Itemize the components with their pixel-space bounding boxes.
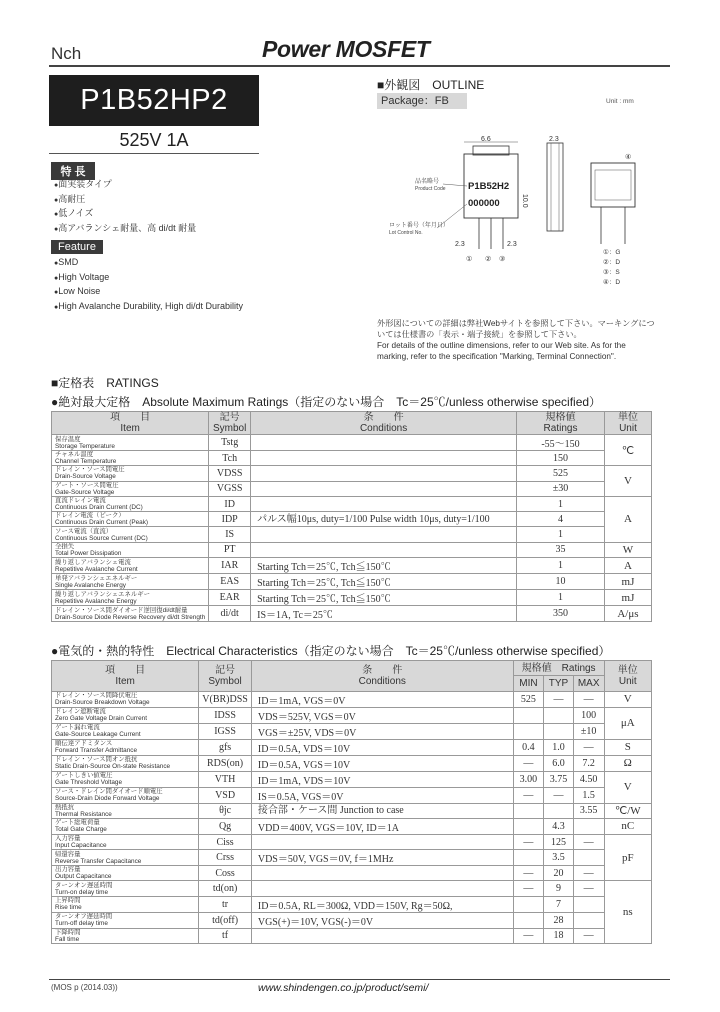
table-row [52, 850, 652, 866]
condition-cell [251, 881, 513, 896]
dim-label: 10.0 [521, 194, 528, 208]
symbol-cell: IDP [209, 512, 251, 527]
value-cell: 1 [517, 527, 605, 542]
outline-note [377, 318, 657, 362]
column-header: 条 件 Conditions [251, 412, 517, 435]
unit-cell: V [604, 691, 651, 707]
product-code-jp: 品名略号 [415, 179, 440, 185]
symbol-cell: θjc [199, 803, 252, 818]
condition-cell: ID＝0.5A, VDS＝10V [251, 739, 513, 755]
table-row [52, 512, 652, 527]
typ-cell: 9 [544, 881, 574, 896]
typ-cell: 6.0 [544, 755, 574, 771]
typ-cell: 18 [544, 928, 574, 943]
unit-cell: ℃/W [604, 803, 651, 818]
param-name: ゲート漏れ電流 Gate-Source Leakage Current [52, 723, 199, 739]
typ-cell: 125 [544, 834, 574, 849]
typ-cell: 20 [544, 866, 574, 881]
condition-cell: VGS＝±25V, VDS＝0V [251, 723, 513, 739]
table-row [52, 451, 652, 466]
column-header: 単位 Unit [604, 412, 651, 435]
pin-number: ① [466, 256, 473, 263]
param-name: ゲートしきい値電圧 Gate Threshold Voltage [52, 771, 199, 787]
condition-cell: VDS＝525V, VGS＝0V [251, 707, 513, 723]
list-item: ● SMD [54, 256, 243, 271]
typ-cell: 3.5 [544, 850, 574, 866]
unit-cell: mJ [604, 590, 651, 606]
min-cell [513, 707, 543, 723]
condition-cell: IS＝0.5A, VGS＝0V [251, 787, 513, 803]
pin-legend: ②：D [603, 259, 621, 266]
max-cell: 7.2 [573, 755, 604, 771]
tab-pin-label: ④ [625, 154, 632, 161]
table-row [52, 466, 652, 481]
list-item: ● 面実装タイプ [54, 178, 196, 193]
unit-cell: ns [604, 881, 651, 944]
param-name: ソース電流（直流） Continuous Source Current (DC) [52, 527, 209, 542]
max-cell: 100 [573, 707, 604, 723]
unit-cell: pF [604, 834, 651, 881]
typ-cell: 7 [544, 896, 574, 912]
max-cell [573, 912, 604, 928]
voltage-current-rating: 525V 1A [119, 130, 189, 150]
value-cell: 35 [517, 542, 605, 557]
table-row [52, 818, 652, 834]
value-cell: 525 [517, 466, 605, 481]
value-cell: 350 [517, 606, 605, 622]
symbol-cell: RDS(on) [199, 755, 252, 771]
max-cell: 3.55 [573, 803, 604, 818]
condition-cell [251, 481, 517, 496]
typ-cell [544, 707, 574, 723]
symbol-cell: Coss [199, 866, 252, 881]
condition-cell: IS＝1A, Tc＝25℃ [251, 606, 517, 622]
unit-cell: μA [604, 707, 651, 739]
symbol-cell: gfs [199, 739, 252, 755]
typ-cell: 28 [544, 912, 574, 928]
symbol-cell: IS [209, 527, 251, 542]
param-name: ターンオン遅延時間 Turn-on delay time [52, 881, 199, 896]
table-row [52, 881, 652, 896]
param-name: ターンオフ遅延時間 Turn-off delay time [52, 912, 199, 928]
min-cell: — [513, 928, 543, 943]
typ-cell [544, 803, 574, 818]
product-code-en: Product Code [415, 186, 446, 192]
list-item: ● 低ノイズ [54, 207, 196, 222]
column-header: MIN [513, 676, 543, 691]
condition-cell [251, 435, 517, 451]
max-cell: 1.5 [573, 787, 604, 803]
min-cell [513, 818, 543, 834]
condition-cell: VDS＝50V, VGS＝0V, f＝1MHz [251, 850, 513, 866]
max-cell: — [573, 834, 604, 849]
table-row [52, 542, 652, 557]
pin-number: ② [485, 256, 492, 263]
condition-cell [251, 496, 517, 511]
doc-code: (MOS p (2014.03)) [51, 983, 118, 992]
unit-cell: A/μs [604, 606, 651, 622]
list-item: ● Low Noise [54, 285, 243, 300]
column-header: 記号 Symbol [209, 412, 251, 435]
typ-cell [544, 723, 574, 739]
lot-no-en: Lot Control No. [389, 230, 423, 236]
pin-legend: ③：S [603, 269, 620, 276]
symbol-cell: EAS [209, 574, 251, 590]
condition-cell: ID＝0.5A, VGS＝10V [251, 755, 513, 771]
value-cell: ±30 [517, 481, 605, 496]
param-name: ドレイン・ソース間オン抵抗 Static Drain-Source On-state Resistance [52, 755, 199, 771]
column-header: 項 目 Item [52, 412, 209, 435]
channel-type: Nch [51, 44, 82, 63]
unit-cell: A [604, 558, 651, 574]
part-number: P1B52HP2 [49, 75, 259, 126]
min-cell [513, 803, 543, 818]
symbol-cell: EAR [209, 590, 251, 606]
param-name: ゲート総電荷量 Total Gate Charge [52, 818, 199, 834]
typ-cell: 4.3 [544, 818, 574, 834]
column-header: TYP [544, 676, 574, 691]
table-row [52, 574, 652, 590]
condition-cell: VDD＝400V, VGS＝10V, ID＝1A [251, 818, 513, 834]
param-name: 単発アバランシェエネルギー Single Avalanche Energy [52, 574, 209, 590]
abs-max-table [51, 411, 652, 622]
unit-cell: A [604, 496, 651, 542]
page-title: Power MOSFET [262, 36, 430, 62]
param-name: ドレイン遮断電流 Zero Gate Voltage Drain Current [52, 707, 199, 723]
value-cell: -55～150 [517, 435, 605, 451]
max-cell [573, 818, 604, 834]
pin-legend: ④：D [603, 279, 621, 286]
lot-no-jp: ロット番号（年月日） [389, 223, 449, 229]
outline-heading: ■外観図 OUTLINE [377, 78, 485, 92]
table-row [52, 771, 652, 787]
unit-cell: W [604, 542, 651, 557]
param-name: チャネル温度 Channel Temperature [52, 451, 209, 466]
param-name: 繰り返しアバランシェ電流 Repetitive Avalanche Current [52, 558, 209, 574]
min-cell: 525 [513, 691, 543, 707]
symbol-cell: Qg [199, 818, 252, 834]
table-row [52, 896, 652, 912]
typ-cell: — [544, 787, 574, 803]
table-row [52, 691, 652, 707]
condition-cell [251, 466, 517, 481]
symbol-cell: tr [199, 896, 252, 912]
table-row [52, 435, 652, 451]
rating-divider [49, 153, 259, 154]
dim-label: 6.6 [481, 136, 491, 143]
dim-label: 2.3 [549, 136, 559, 143]
param-name: ドレイン・ソース間電圧 Drain-Source Voltage [52, 466, 209, 481]
unit-cell: ℃ [604, 435, 651, 466]
symbol-cell: IGSS [199, 723, 252, 739]
marking-top: P1B52H2 [468, 181, 510, 192]
pin-number: ③ [499, 256, 506, 263]
condition-cell [251, 928, 513, 943]
param-name: 下降時間 Fall time [52, 928, 199, 943]
condition-cell: VGS(+)＝10V, VGS(-)＝0V [251, 912, 513, 928]
min-cell [513, 896, 543, 912]
features-en-heading: Feature [51, 240, 103, 254]
list-item: ● 高アバランシェ耐量、高 di/dt 耐量 [54, 222, 196, 237]
condition-cell [251, 542, 517, 557]
unit-label: Unit : mm [606, 98, 634, 105]
table-row [52, 803, 652, 818]
ratings-heading: ■定格表 RATINGS [51, 376, 159, 390]
symbol-cell: Tch [209, 451, 251, 466]
param-name: ソース・ドレイン間ダイオード順電圧 Source-Drain Diode Forward Voltage [52, 787, 199, 803]
table-row [52, 527, 652, 542]
typ-cell: 1.0 [544, 739, 574, 755]
condition-cell: Starting Tch＝25℃, Tch≦150℃ [251, 558, 517, 574]
column-header: 規格値 Ratings [513, 661, 604, 676]
typ-cell: — [544, 691, 574, 707]
condition-cell [251, 527, 517, 542]
symbol-cell: VSD [199, 787, 252, 803]
table-row [52, 723, 652, 739]
table-row [52, 928, 652, 943]
max-cell: — [573, 881, 604, 896]
max-cell: 4.50 [573, 771, 604, 787]
condition-cell: ID＝0.5A, RL＝300Ω, VDD＝150V, Rg＝50Ω, [251, 896, 513, 912]
min-cell: — [513, 755, 543, 771]
param-name: 入力容量 Input Capacitance [52, 834, 199, 849]
unit-cell: Ω [604, 755, 651, 771]
condition-cell: 接合部・ケース間 Junction to case [251, 803, 513, 818]
unit-cell: V [604, 771, 651, 803]
symbol-cell: Crss [199, 850, 252, 866]
min-cell: — [513, 866, 543, 881]
table-row [52, 496, 652, 511]
package-label: Package：FB [377, 93, 467, 109]
table-row [52, 787, 652, 803]
min-cell [513, 912, 543, 928]
condition-cell: Starting Tch＝25℃, Tch≦150℃ [251, 590, 517, 606]
min-cell: — [513, 834, 543, 849]
features-jp-heading: 特 長 [51, 162, 95, 180]
list-item: ● 高耐圧 [54, 193, 196, 208]
marking-bottom: 000000 [468, 198, 500, 209]
column-header: 単位 Unit [604, 661, 651, 692]
symbol-cell: VTH [199, 771, 252, 787]
param-name: 直流ドレイン電流 Continuous Drain Current (DC) [52, 496, 209, 511]
param-name: 順伝達アドミタンス Forward Transfer Admittance [52, 739, 199, 755]
abs-max-heading: ●絶対最大定格 Absolute Maximum Ratings（指定のない場合 Tc＝25℃/unless otherwise specified） [51, 395, 602, 409]
param-name: ドレイン・ソース間降伏電圧 Drain-Source Breakdown Voltage [52, 691, 199, 707]
max-cell: ±10 [573, 723, 604, 739]
param-name: 繰り返しアバランシェエネルギー Repetitive Avalanche Energy [52, 590, 209, 606]
pin-legend: ①：G [603, 249, 621, 256]
features-jp-list [54, 178, 196, 236]
column-header: MAX [573, 676, 604, 691]
table-row [52, 558, 652, 574]
symbol-cell: V(BR)DSS [199, 691, 252, 707]
max-cell: — [573, 691, 604, 707]
symbol-cell: VDSS [209, 466, 251, 481]
condition-cell: ID＝1mA, VGS＝0V [251, 691, 513, 707]
condition-cell [251, 451, 517, 466]
param-name: 熱抵抗 Thermal Resistance [52, 803, 199, 818]
symbol-cell: ID [209, 496, 251, 511]
symbol-cell: VGSS [209, 481, 251, 496]
param-name: ゲート・ソース間電圧 Gate-Source Voltage [52, 481, 209, 496]
param-name: 帰還容量 Reverse Transfer Capacitance [52, 850, 199, 866]
side-view [547, 143, 563, 231]
min-cell: 3.00 [513, 771, 543, 787]
min-cell [513, 850, 543, 866]
param-name: 保存温度 Storage Temperature [52, 435, 209, 451]
min-cell: — [513, 787, 543, 803]
value-cell: 4 [517, 512, 605, 527]
unit-cell: nC [604, 818, 651, 834]
list-item: ● High Avalanche Durability, High di/dt Durability [54, 300, 243, 315]
condition-cell [251, 866, 513, 881]
value-cell: 1 [517, 590, 605, 606]
max-cell [573, 850, 604, 866]
param-name: ドレイン・ソース間ダイオード逆回復di/dt耐量 Drain-Source Diode Reverse Recovery di/dt Strength [52, 606, 209, 622]
back-view [591, 163, 635, 207]
website-link[interactable]: www.shindengen.co.jp/product/semi/ [258, 982, 429, 994]
column-header: 規格値 Ratings [517, 412, 605, 435]
electrical-table [51, 660, 652, 944]
column-header: 記号 Symbol [199, 661, 252, 692]
value-cell: 1 [517, 558, 605, 574]
dim-label: 2.3 [455, 241, 465, 248]
max-cell [573, 896, 604, 912]
table-row [52, 590, 652, 606]
symbol-cell: PT [209, 542, 251, 557]
min-cell: — [513, 881, 543, 896]
min-cell [513, 723, 543, 739]
unit-cell: S [604, 739, 651, 755]
param-name: 上昇時間 Rise time [52, 896, 199, 912]
symbol-cell: IDSS [199, 707, 252, 723]
dim-label: 2.3 [507, 241, 517, 248]
symbol-cell: td(off) [199, 912, 252, 928]
table-row [52, 834, 652, 849]
value-cell: 150 [517, 451, 605, 466]
param-name: ドレイン電流（ピーク） Continuous Drain Current (Peak) [52, 512, 209, 527]
symbol-cell: IAR [209, 558, 251, 574]
symbol-cell: Tstg [209, 435, 251, 451]
param-name: 全損失 Total Power Dissipation [52, 542, 209, 557]
electrical-heading: ●電気的・熱的特性 Electrical Characteristics（指定のない場合 Tc＝25℃/unless otherwise specified） [51, 644, 611, 658]
value-cell: 10 [517, 574, 605, 590]
max-cell: — [573, 928, 604, 943]
table-row [52, 481, 652, 496]
table-header-row [52, 661, 652, 676]
footer-divider [49, 979, 670, 980]
condition-cell: ID＝1mA, VDS＝10V [251, 771, 513, 787]
condition-cell: パルス幅10μs, duty=1/100 Pulse width 10μs, duty=1/100 [251, 512, 517, 527]
table-row [52, 755, 652, 771]
table-row [52, 739, 652, 755]
table-row [52, 912, 652, 928]
outline-drawing [377, 94, 657, 314]
header-divider [49, 65, 670, 67]
value-cell: 1 [517, 496, 605, 511]
condition-cell: Starting Tch＝25℃, Tch≦150℃ [251, 574, 517, 590]
table-row [52, 606, 652, 622]
condition-cell [251, 834, 513, 849]
min-cell: 0.4 [513, 739, 543, 755]
table-header-row [52, 412, 652, 435]
column-header: 項 目 Item [52, 661, 199, 692]
table-row [52, 707, 652, 723]
symbol-cell: tf [199, 928, 252, 943]
typ-cell: 3.75 [544, 771, 574, 787]
features-en-list [54, 256, 243, 314]
unit-cell: mJ [604, 574, 651, 590]
symbol-cell: di/dt [209, 606, 251, 622]
symbol-cell: Ciss [199, 834, 252, 849]
outline-note-en: For details of the outline dimensions, refer to our Web site. As for the marking, refer to the specification "Marking, Terminal Connection". [377, 341, 626, 361]
table-row [52, 866, 652, 881]
unit-cell: V [604, 466, 651, 497]
max-cell: — [573, 739, 604, 755]
max-cell: — [573, 866, 604, 881]
symbol-cell: td(on) [199, 881, 252, 896]
outline-note-jp: 外形図についての詳細は弊社Webサイトを参照して下さい。マーキングについては仕様書の「表示・端子接続」を参照して下さい。 [377, 319, 655, 339]
column-header: 条 件 Conditions [251, 661, 513, 692]
param-name: 出力容量 Output Capacitance [52, 866, 199, 881]
list-item: ● High Voltage [54, 271, 243, 286]
